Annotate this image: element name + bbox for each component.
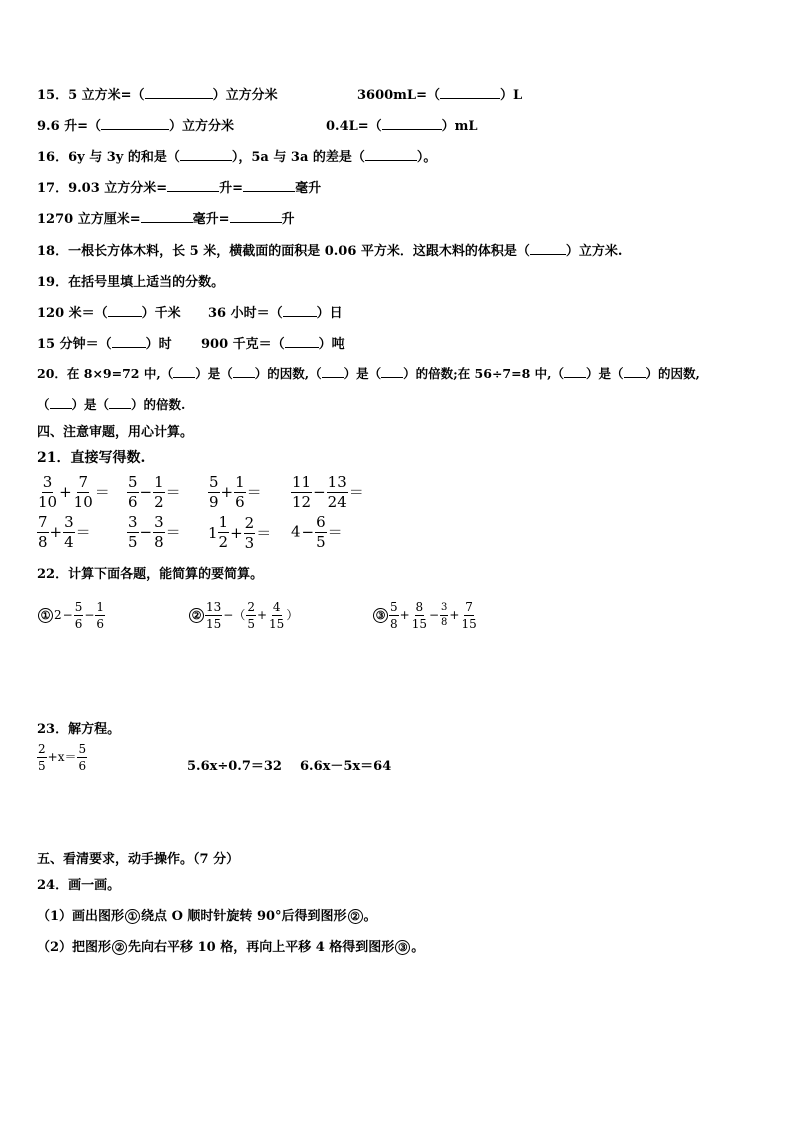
denominator: 2: [154, 493, 164, 511]
operator: −: [84, 608, 95, 622]
fraction: [153, 475, 165, 510]
q24-p2-a: （2）把图形: [37, 940, 112, 955]
fraction: [327, 475, 348, 510]
q17-l1-blank-1[interactable]: [167, 180, 219, 192]
q16-text-b: ），5a 与 3a 的差是（: [231, 150, 365, 165]
fraction: [205, 601, 222, 630]
q15-line2: [37, 115, 234, 134]
q24-p2-e: 。: [411, 940, 425, 955]
q20-blank-2[interactable]: [233, 366, 255, 378]
q24-p1-e: 。: [363, 909, 377, 924]
numerator: 7: [38, 513, 48, 531]
q20-l2-t2: ）的倍数.: [131, 397, 186, 412]
operator: −: [139, 482, 153, 501]
denominator: 5: [38, 759, 46, 773]
numerator: 2: [247, 600, 255, 614]
operator: −: [428, 608, 440, 622]
q20-l2-t1: ）是（: [71, 397, 110, 412]
q21-title: 21．直接写得数.: [37, 450, 146, 466]
circled-number-1: ①: [125, 909, 140, 924]
q17-l1-b: 升=: [219, 181, 244, 196]
equals: ＝: [348, 482, 364, 501]
q19-d-blank[interactable]: [285, 336, 319, 348]
equals: ＝: [165, 482, 181, 501]
equals: ＝: [246, 482, 262, 501]
q21-r1-e4: [291, 475, 365, 510]
numerator: 3: [42, 473, 53, 491]
q17-l2-blank-2[interactable]: [230, 211, 282, 223]
numerator: 3: [154, 513, 164, 531]
q21-r1-e2: [127, 475, 182, 510]
q21-r2-e4: [291, 515, 344, 550]
fraction: [95, 601, 105, 630]
q18-line: [37, 240, 622, 259]
fraction: [74, 601, 84, 630]
denominator: 8: [38, 533, 48, 551]
denominator: 8: [390, 617, 398, 631]
denominator: 6: [235, 493, 245, 511]
equals: ＝: [327, 522, 343, 541]
q23-eq-3: 6.6x－5x＝64: [300, 759, 392, 774]
close-paren: ）: [286, 608, 299, 622]
denominator: 9: [209, 493, 219, 511]
q15-a-blank[interactable]: [145, 87, 213, 99]
fraction: [218, 515, 230, 550]
q21-r2-e2: [127, 515, 182, 550]
operator: +: [59, 482, 72, 501]
numerator: 13: [206, 600, 222, 614]
circled-number-3: ③: [395, 940, 410, 955]
q19-d-text: 900 千克＝（: [201, 337, 285, 352]
operator: −: [301, 522, 315, 541]
numerator: 6: [316, 513, 326, 531]
equals: ＝: [165, 522, 181, 541]
q17-line1: [37, 177, 321, 196]
denominator: 10: [73, 493, 93, 511]
q19-c-blank[interactable]: [112, 336, 146, 348]
operator: +: [256, 608, 268, 622]
operator: +: [230, 523, 243, 542]
q19-b-blank[interactable]: [283, 305, 317, 317]
numerator: 1: [96, 600, 105, 614]
fraction: [37, 475, 58, 510]
operator: +: [399, 608, 410, 622]
denominator: 15: [461, 617, 477, 631]
fraction: [389, 601, 399, 630]
circled-number-2: ②: [112, 940, 127, 955]
q20-blank-8[interactable]: [109, 397, 131, 409]
q21-r1-e1: [37, 475, 111, 510]
numerator: 7: [465, 600, 473, 614]
q20-l1-t6: ）的因数,: [645, 366, 700, 381]
fraction: [153, 515, 165, 550]
q15-d-blank[interactable]: [382, 118, 442, 130]
q17-l1-c: 毫升: [295, 181, 322, 196]
q20-blank-4[interactable]: [381, 366, 403, 378]
q15-d-unit: ）mL: [441, 119, 478, 134]
numerator: 3: [440, 603, 448, 616]
mixed-number: [208, 515, 229, 550]
q16-text-a: 16．6y 与 3y 的和是（: [37, 150, 180, 165]
q20-l1-t1: ）是（: [195, 366, 233, 381]
operator: −: [62, 608, 73, 622]
denominator: 15: [206, 617, 222, 631]
denominator: 6: [78, 759, 87, 773]
q19-title: 19．在括号里填上适当的分数。: [37, 275, 225, 290]
denominator: 5: [247, 617, 255, 631]
operator: −: [139, 522, 153, 541]
q20-line1: [37, 364, 700, 382]
q20-l1-t2: ）的因数,（: [254, 366, 322, 381]
q17-l2-c: 升: [281, 212, 295, 227]
denominator: 8: [441, 617, 448, 628]
numerator: 2: [244, 514, 255, 532]
circled-number-1: ①: [38, 608, 53, 623]
fraction: [234, 475, 246, 510]
equals: ＝: [256, 523, 272, 542]
q15-d: [326, 115, 478, 134]
q17-l2-a: 1270 立方厘米=: [37, 212, 141, 227]
q20-blank-1[interactable]: [173, 366, 195, 378]
q15-c-text: 9.6 升=（: [37, 119, 102, 134]
denominator: 6: [96, 617, 105, 631]
q19-b-text: 36 小时＝（: [208, 306, 283, 321]
q21-r2-e3: [208, 515, 272, 551]
numerator: 3: [64, 513, 74, 531]
q15-b-blank[interactable]: [440, 87, 500, 99]
q16-blank-2[interactable]: [365, 149, 417, 161]
numerator: 5: [128, 473, 138, 491]
q17-l2-blank-1[interactable]: [141, 211, 193, 223]
q15-b: [357, 84, 522, 103]
q15-d-text: 0.4L=（: [326, 119, 382, 134]
numerator: 1: [235, 473, 245, 491]
q23-eq-1: [37, 743, 87, 772]
denominator: 5: [128, 533, 138, 551]
numerator: 3: [128, 513, 138, 531]
q20-l2-t0: （: [37, 397, 50, 412]
whole-number: 2: [54, 608, 62, 622]
q23-title: 23．解方程。: [37, 722, 121, 737]
q20-l1-t5: ）是（: [586, 366, 624, 381]
operator: −: [313, 482, 326, 501]
q20-blank-7[interactable]: [50, 397, 72, 409]
q19-a-blank[interactable]: [108, 305, 142, 317]
q19-b-unit: ）日: [316, 306, 343, 321]
q19-a-text: 120 米＝（: [37, 306, 108, 321]
operator: −（: [223, 608, 246, 622]
fraction: [246, 601, 256, 630]
q19-row1: [37, 302, 181, 321]
denominator: 12: [292, 493, 312, 511]
q22-expr-3: [372, 601, 478, 630]
q16-line: [37, 146, 436, 165]
numerator: 11: [292, 473, 312, 491]
denominator: 3: [244, 534, 255, 552]
circled-number-2: ②: [189, 608, 204, 623]
fraction: [37, 743, 47, 772]
fraction: [411, 601, 428, 630]
q15-a-unit: ）立方分米: [212, 88, 278, 103]
numerator: 5: [78, 742, 87, 756]
q17-l1-blank-2[interactable]: [243, 180, 295, 192]
operator: +: [449, 608, 460, 622]
q21-r1-e3: [208, 475, 263, 510]
q18-text-a: 18．一根长方体木料，长 5 米，横截面的面积是 0.06 平方米．这跟木料的体积是（: [37, 244, 530, 259]
q17-line2: [37, 208, 295, 227]
operator: +: [49, 522, 63, 541]
q19-d: [201, 333, 345, 352]
fraction: [77, 743, 87, 772]
fraction: [244, 516, 256, 551]
numerator: 2: [38, 742, 46, 756]
fraction: [208, 475, 220, 510]
denominator: 6: [128, 493, 138, 511]
numerator: 1: [154, 473, 164, 491]
q22-expr-1: [37, 601, 105, 630]
fraction: [268, 601, 285, 630]
q20-line2: [37, 395, 185, 413]
q19-c-text: 15 分钟＝（: [37, 337, 112, 352]
q15-b-unit: ）L: [499, 88, 523, 103]
q19-c-unit: ）时: [145, 337, 172, 352]
numerator: 5: [74, 600, 83, 614]
q18-text-b: ）立方米.: [565, 244, 623, 259]
equation-middle: +x＝: [47, 750, 77, 764]
denominator: 15: [411, 617, 427, 631]
denominator: 10: [38, 493, 58, 511]
section4-heading: 四、注意审题，用心计算。: [37, 425, 194, 440]
q20-blank-3[interactable]: [322, 366, 344, 378]
q20-l1-t4: ）的倍数;在 56÷7=8 中,（: [403, 366, 565, 381]
whole-number: 4: [291, 522, 301, 541]
q24-p1-b: 绕点 O 顺时针旋转 90°后得到图形: [141, 909, 347, 924]
numerator: 5: [209, 473, 219, 491]
q20-blank-6[interactable]: [624, 366, 646, 378]
denominator: 2: [218, 533, 229, 551]
q20-l1-t3: ）是（: [343, 366, 382, 381]
fraction: [315, 515, 327, 550]
numerator: 8: [415, 600, 424, 614]
q17-l1-a: 17．9.03 立方分米=: [37, 181, 168, 196]
whole-part: 1: [208, 523, 218, 542]
q19-d-unit: ）吨: [318, 337, 345, 352]
denominator: 8: [154, 533, 164, 551]
q18-blank[interactable]: [530, 243, 566, 255]
q22-title: 22．计算下面各题，能简算的要简算。: [37, 567, 264, 582]
q24-title: 24．画一画。: [37, 878, 121, 893]
numerator: 4: [272, 600, 281, 614]
q19-b: [208, 302, 343, 321]
denominator: 5: [316, 533, 326, 551]
q23-eq-2: 5.6x÷0.7＝32: [187, 759, 282, 774]
q15-c-unit: ）立方分米: [169, 119, 235, 134]
numerator: 1: [218, 513, 229, 531]
fraction: [37, 515, 49, 550]
circled-number-2: ②: [348, 909, 363, 924]
section5-heading: 五、看清要求，动手操作。（7 分）: [37, 852, 240, 867]
q15-a-text: 5 立方米=（: [68, 88, 145, 103]
q24-part1: [37, 905, 377, 924]
q20-l1-t0: 20．在 8×9=72 中,（: [37, 366, 174, 381]
equals: ＝: [75, 522, 91, 541]
q19-a-unit: ）千米: [141, 306, 181, 321]
denominator: 15: [269, 617, 285, 631]
equals: ＝: [94, 482, 110, 501]
fraction: [63, 515, 75, 550]
q19-row2: [37, 333, 172, 352]
numerator: 5: [390, 600, 398, 614]
denominator: 24: [327, 493, 347, 511]
denominator: 6: [74, 617, 83, 631]
fraction: [291, 475, 312, 510]
fraction: [127, 475, 139, 510]
q17-l2-b: 毫升=: [192, 212, 230, 227]
q24-part2: [37, 936, 424, 955]
q16-text-c: ）。: [416, 150, 437, 165]
q15-number: 15．: [37, 88, 69, 103]
fraction: [460, 601, 477, 630]
numerator: 7: [78, 473, 88, 491]
q24-p1-a: （1）画出图形: [37, 909, 125, 924]
q22-expr-2: [188, 601, 299, 630]
q15-c-blank[interactable]: [101, 118, 169, 130]
circled-number-3: ③: [373, 608, 388, 623]
fraction: [127, 515, 139, 550]
q21-r2-e1: [37, 515, 92, 550]
q24-p2-b: 先向右平移 10 格，再向上平移 4 格得到图形: [128, 940, 395, 955]
q20-blank-5[interactable]: [564, 366, 586, 378]
q16-blank-1[interactable]: [180, 149, 232, 161]
q15-b-text: 3600mL=（: [357, 88, 440, 103]
denominator: 4: [64, 533, 74, 551]
fraction: [73, 475, 94, 510]
operator: +: [220, 482, 234, 501]
q15-line1: [37, 84, 278, 103]
numerator: 13: [327, 473, 347, 491]
